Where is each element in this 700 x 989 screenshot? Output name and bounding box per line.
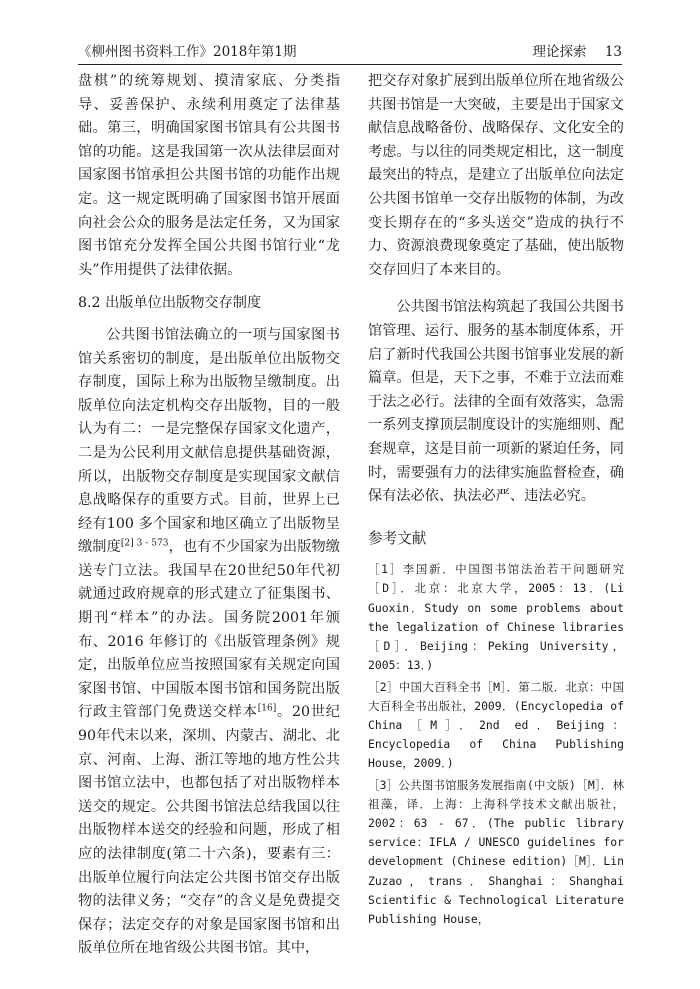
left-column bbox=[78, 70, 340, 961]
section-name: 理论探索 bbox=[532, 44, 587, 60]
running-header bbox=[78, 30, 622, 65]
reference-item: ［1］李国新．中国图书馆法治若干问题研究［D］．北京：北京大学，2005：13．(Li Guoxin．Study on some problems about the legalization of Chinese libraries［D］．Beijing：Peking University，2005：13．) bbox=[368, 562, 624, 673]
header-right bbox=[533, 40, 622, 60]
body-paragraph: 把交存对象扩展到出版单位所在地省级公共图书馆是一大突破，主要是出于国家文献信息战略备份、战略保存、文化安全的考虑。与以往的同类规定相比，这一制度最突出的特点，是建立了出版单位向法定公共图书馆单一交存出版物的体制，为改变长期存在的“多头送交”造成的执行不力、资源浪费现象奠定了基础，使出版物交存回归了本来目的。 bbox=[368, 73, 624, 278]
references-heading: 参考文献 bbox=[368, 529, 427, 547]
paragraph-text: ，也有不少国家为出版物缴送专门立法。我国早在20世纪50年代初就通过政府规章的形式建立了征集图书、期刊“样本”的办法。国务院2001年颁布、2016 年修订的《出版管理条例》规定，出版单位应当按照国家有关规定向国家图书馆、中国版本图书馆和国务院出版行政主管部门免费送交样本 bbox=[78, 539, 340, 721]
right-column bbox=[368, 70, 624, 931]
section-heading: 8.2 出版单位出版物交存制度 bbox=[78, 295, 262, 312]
reference-item: ［3］公共图书馆服务发展指南(中文版)［M］．林祖藻，译．上海：上海科学技术文献出版社，2002：63 - 67．(The public library service：IFLA / UNESCO guidelines for development (Chinese edition)［M］．Lin Zuzao，trans．Shanghai：Shanghai Scientific & Technological Literature Publishing House， bbox=[368, 777, 624, 926]
body-paragraph: 盘棋”的统筹规划、摸清家底、分类指导、妥善保护、永续利用奠定了法律基础。第三，明确国家图书馆具有公共图书馆的功能。这是我国第一次从法律层面对国家图书馆承担公共图书馆的功能作出规定。这一规定既明确了国家图书馆开展面向社会公众的服务是法定任务，又为国家图书馆充分发挥全国公共图书馆行业“龙头”作用提供了法律依据。 bbox=[78, 73, 340, 278]
body-paragraph: 公共图书馆法构筑起了我国公共图书馆管理、运行、服务的基本制度体系，开启了新时代我国公共图书馆事业发展的新篇章。但是，天下之事，不难于立法而难于法之必行。法律的全面有效落实，急需一系列支撑顶层制度设计的实施细则、配套规章，这是目前一项新的紧迫任务，同时，需要强有力的法律实施监督检查，确保有法必依、执法必严、违法必究。 bbox=[368, 299, 624, 505]
paragraph-text: 公共图书馆法确立的一项与国家图书馆关系密切的制度，是出版单位出版物交存制度，国际上称为出版物呈缴制度。出版单位向法定机构交存出版物，目的一般认为有二：一是完整保存国家文化遗产，二是为公民利用文献信息提供基础资源，所以，出版物交存制度是实现国家文献信息战略保存的重要方式。目前，世界上已经有100 多个国家和地区确立了出版物呈缴制度 bbox=[78, 326, 340, 556]
journal-title: 《柳州图书资料工作》2018年第1期 bbox=[78, 44, 297, 60]
citation-marker: [2] 3 - 573 bbox=[120, 538, 169, 549]
page-number: 13 bbox=[604, 44, 622, 60]
citation-marker: [16] bbox=[257, 703, 277, 714]
paragraph-text: 。20世纪90年代末以来，深圳、内蒙古、湖北、北京、河南、上海、浙江等地的地方性公共图书馆立法中，也都包括了对出版物样本送交的规定。公共图书馆法总结我国以往出版物样本送交的经验和问题，形成了相应的法律制度(第二十六条)，要素有三：出版单位履行向法定公共图书馆交存出版物的法律义务；“交存”的含义是免费提交保存；法定交存的对象是国家图书馆和出版单位所在地省级公共图书馆。其中， bbox=[78, 704, 340, 957]
reference-item: ［2］中国大百科全书［M］．第二版．北京：中国大百科全书出版社，2009．(Encyclopedia of China［M］．2nd ed．Beijing：Encyclopedia of China Publishing House，2009．) bbox=[368, 679, 624, 771]
body-paragraph bbox=[78, 324, 340, 961]
